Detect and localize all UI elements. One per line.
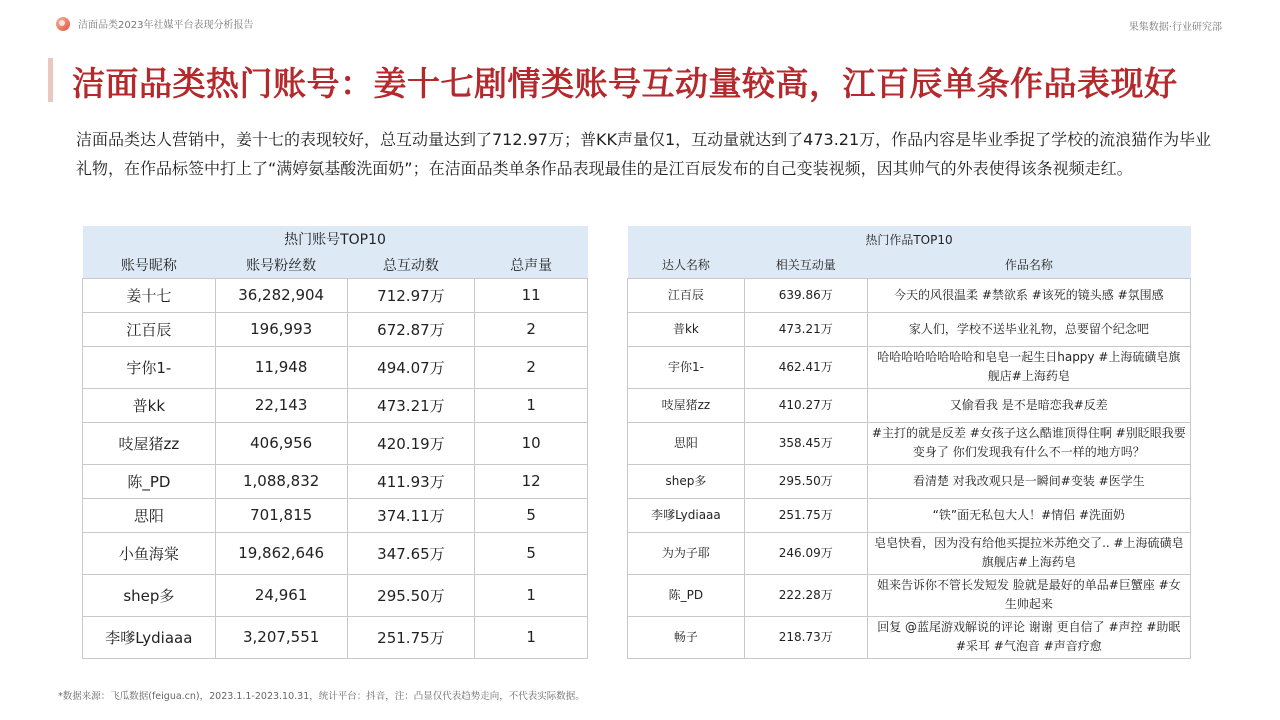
table-cell: 陈_PD bbox=[83, 464, 216, 498]
table-cell: 吱屋猪zz bbox=[628, 388, 745, 422]
table-cell: 小鱼海棠 bbox=[83, 532, 216, 574]
table-row bbox=[628, 388, 1191, 422]
table-cell: 思阳 bbox=[83, 498, 216, 532]
table-cell: 1 bbox=[475, 616, 588, 658]
table-cell: 1 bbox=[475, 574, 588, 616]
table-cell: 2 bbox=[475, 312, 588, 346]
table-row bbox=[83, 464, 588, 498]
table-cell: 36,282,904 bbox=[215, 278, 347, 312]
table-cell: 普kk bbox=[83, 388, 216, 422]
table-row bbox=[83, 388, 588, 422]
table-cell: 李嗲Lydiaaa bbox=[83, 616, 216, 658]
table-cell: 11,948 bbox=[215, 346, 347, 388]
table-row bbox=[628, 574, 1191, 616]
table-cell: 姐来告诉你不管长发短发 脸就是最好的单品#巨蟹座 #女生帅起来 bbox=[867, 574, 1190, 616]
brand-name: 果集数据·行业研究部 bbox=[1128, 22, 1222, 33]
table-cell: 李嗲Lydiaaa bbox=[628, 498, 745, 532]
table-cell: shep多 bbox=[628, 464, 745, 498]
column-header: 总互动数 bbox=[347, 252, 475, 278]
table-cell: 陈_PD bbox=[628, 574, 745, 616]
table-cell: 347.65万 bbox=[347, 532, 475, 574]
table-cell: 473.21万 bbox=[347, 388, 475, 422]
table-row bbox=[83, 278, 588, 312]
table-cell: 701,815 bbox=[215, 498, 347, 532]
table-cell: 24,961 bbox=[215, 574, 347, 616]
table-cell: 12 bbox=[475, 464, 588, 498]
table-cell: 江百辰 bbox=[83, 312, 216, 346]
column-header: 达人名称 bbox=[628, 252, 745, 278]
table-cell: 494.07万 bbox=[347, 346, 475, 388]
table-cell: 672.87万 bbox=[347, 312, 475, 346]
table-cell: 吱屋猪zz bbox=[83, 422, 216, 464]
table-cell: 222.28万 bbox=[744, 574, 867, 616]
table-row bbox=[628, 312, 1191, 346]
table-cell: 251.75万 bbox=[744, 498, 867, 532]
table-cell: 22,143 bbox=[215, 388, 347, 422]
table-cell: 358.45万 bbox=[744, 422, 867, 464]
table-row bbox=[628, 616, 1191, 658]
table-cell: 为为子耶 bbox=[628, 532, 745, 574]
table-cell: 江百辰 bbox=[628, 278, 745, 312]
table-cell: 畅子 bbox=[628, 616, 745, 658]
table-cell: #主打的就是反差 #女孩子这么酷谁顶得住啊 #别眨眼我要变身了 你们发现我有什么不一样的地方吗？ bbox=[867, 422, 1190, 464]
table-cell: 473.21万 bbox=[744, 312, 867, 346]
table-cell: 295.50万 bbox=[744, 464, 867, 498]
column-header: 作品名称 bbox=[867, 252, 1190, 278]
table-row bbox=[83, 422, 588, 464]
column-header: 总声量 bbox=[475, 252, 588, 278]
table-row bbox=[83, 312, 588, 346]
table-row bbox=[628, 532, 1191, 574]
summary-paragraph: 洁面品类达人营销中，姜十七的表现较好，总互动量达到了712.97万；普KK声量仅1，互动量就达到了473.21万，作品内容是毕业季捉了学校的流浪猫作为毕业礼物，在作品标签中打上了“满婷氨基酸洗面奶”；在洁面品类单条作品表现最佳的是江百辰发布的自己变装视频，因其帅气的外表使得该条视频走红。 bbox=[76, 130, 1212, 178]
table-cell: 251.75万 bbox=[347, 616, 475, 658]
table-cell: 410.27万 bbox=[744, 388, 867, 422]
table-cell: 思阳 bbox=[628, 422, 745, 464]
brand-logo-icon bbox=[56, 17, 70, 31]
table-cell: 普kk bbox=[628, 312, 745, 346]
table-cell: 10 bbox=[475, 422, 588, 464]
table-cell: 家人们，学校不送毕业礼物，总要留个纪念吧 bbox=[867, 312, 1190, 346]
table-cell: 411.93万 bbox=[347, 464, 475, 498]
table-cell: 406,956 bbox=[215, 422, 347, 464]
table-cell: 1,088,832 bbox=[215, 464, 347, 498]
table-row bbox=[628, 278, 1191, 312]
table-cell: 639.86万 bbox=[744, 278, 867, 312]
table-cell: 哈哈哈哈哈哈哈哈和皂皂一起生日happy #上海硫磺皂旗舰店#上海药皂 bbox=[867, 346, 1190, 388]
report-header bbox=[56, 16, 253, 31]
table-cell: 皂皂快看，因为没有给他买提拉米苏绝交了.. #上海硫磺皂旗舰店#上海药皂 bbox=[867, 532, 1190, 574]
table-cell: 462.41万 bbox=[744, 346, 867, 388]
table-cell: 295.50万 bbox=[347, 574, 475, 616]
table-cell: 196,993 bbox=[215, 312, 347, 346]
table-row bbox=[83, 532, 588, 574]
table-cell: 看清楚 对我改观只是一瞬间#变装 #医学生 bbox=[867, 464, 1190, 498]
table-cell: “铁”面无私包大人！#情侣 #洗面奶 bbox=[867, 498, 1190, 532]
table-row bbox=[83, 574, 588, 616]
table-cell: 姜十七 bbox=[83, 278, 216, 312]
table-cell: 2 bbox=[475, 346, 588, 388]
table-cell: 420.19万 bbox=[347, 422, 475, 464]
table-cell: 宇你1- bbox=[628, 346, 745, 388]
table-cell: 5 bbox=[475, 498, 588, 532]
table-cell: 374.11万 bbox=[347, 498, 475, 532]
table-cell: 712.97万 bbox=[347, 278, 475, 312]
table-cell: shep多 bbox=[83, 574, 216, 616]
table-cell: 5 bbox=[475, 532, 588, 574]
table-cell: 246.09万 bbox=[744, 532, 867, 574]
table-row bbox=[83, 498, 588, 532]
table-cell: 又偷看我 是不是暗恋我#反差 bbox=[867, 388, 1190, 422]
accounts-table-caption: 热门账号TOP10 bbox=[83, 226, 588, 252]
table-cell: 218.73万 bbox=[744, 616, 867, 658]
report-name: 洁面品类2023年社媒平台表现分析报告 bbox=[78, 20, 254, 31]
table-cell: 今天的风很温柔 #禁欲系 #该死的镜头感 #氛围感 bbox=[867, 278, 1190, 312]
table-row bbox=[628, 422, 1191, 464]
table-cell: 11 bbox=[475, 278, 588, 312]
table-cell: 回复 @蓝尾游戏解说的评论 谢谢 更自信了 #声控 #助眠 #采耳 #气泡音 #声音疗愈 bbox=[867, 616, 1190, 658]
page-title: 洁面品类热门账号：姜十七剧情类账号互动量较高，江百辰单条作品表现好 bbox=[72, 64, 1178, 103]
accounts-table bbox=[82, 226, 588, 659]
column-header: 账号粉丝数 bbox=[215, 252, 347, 278]
table-cell: 宇你1- bbox=[83, 346, 216, 388]
title-accent-bar bbox=[48, 58, 53, 102]
works-table bbox=[627, 226, 1191, 659]
table-row bbox=[628, 346, 1191, 388]
table-cell: 3,207,551 bbox=[215, 616, 347, 658]
table-row bbox=[83, 616, 588, 658]
table-row bbox=[628, 498, 1191, 532]
table-cell: 19,862,646 bbox=[215, 532, 347, 574]
works-table-caption: 热门作品TOP10 bbox=[628, 226, 1191, 252]
column-header: 相关互动量 bbox=[744, 252, 867, 278]
data-source-footnote: *数据来源：飞瓜数据(feigua.cn)，2023.1.1-2023.10.31，统计平台：抖音，注：凸显仅代表趋势走向，不代表实际数据。 bbox=[58, 691, 585, 702]
table-row bbox=[83, 346, 588, 388]
table-cell: 1 bbox=[475, 388, 588, 422]
column-header: 账号昵称 bbox=[83, 252, 216, 278]
table-row bbox=[628, 464, 1191, 498]
